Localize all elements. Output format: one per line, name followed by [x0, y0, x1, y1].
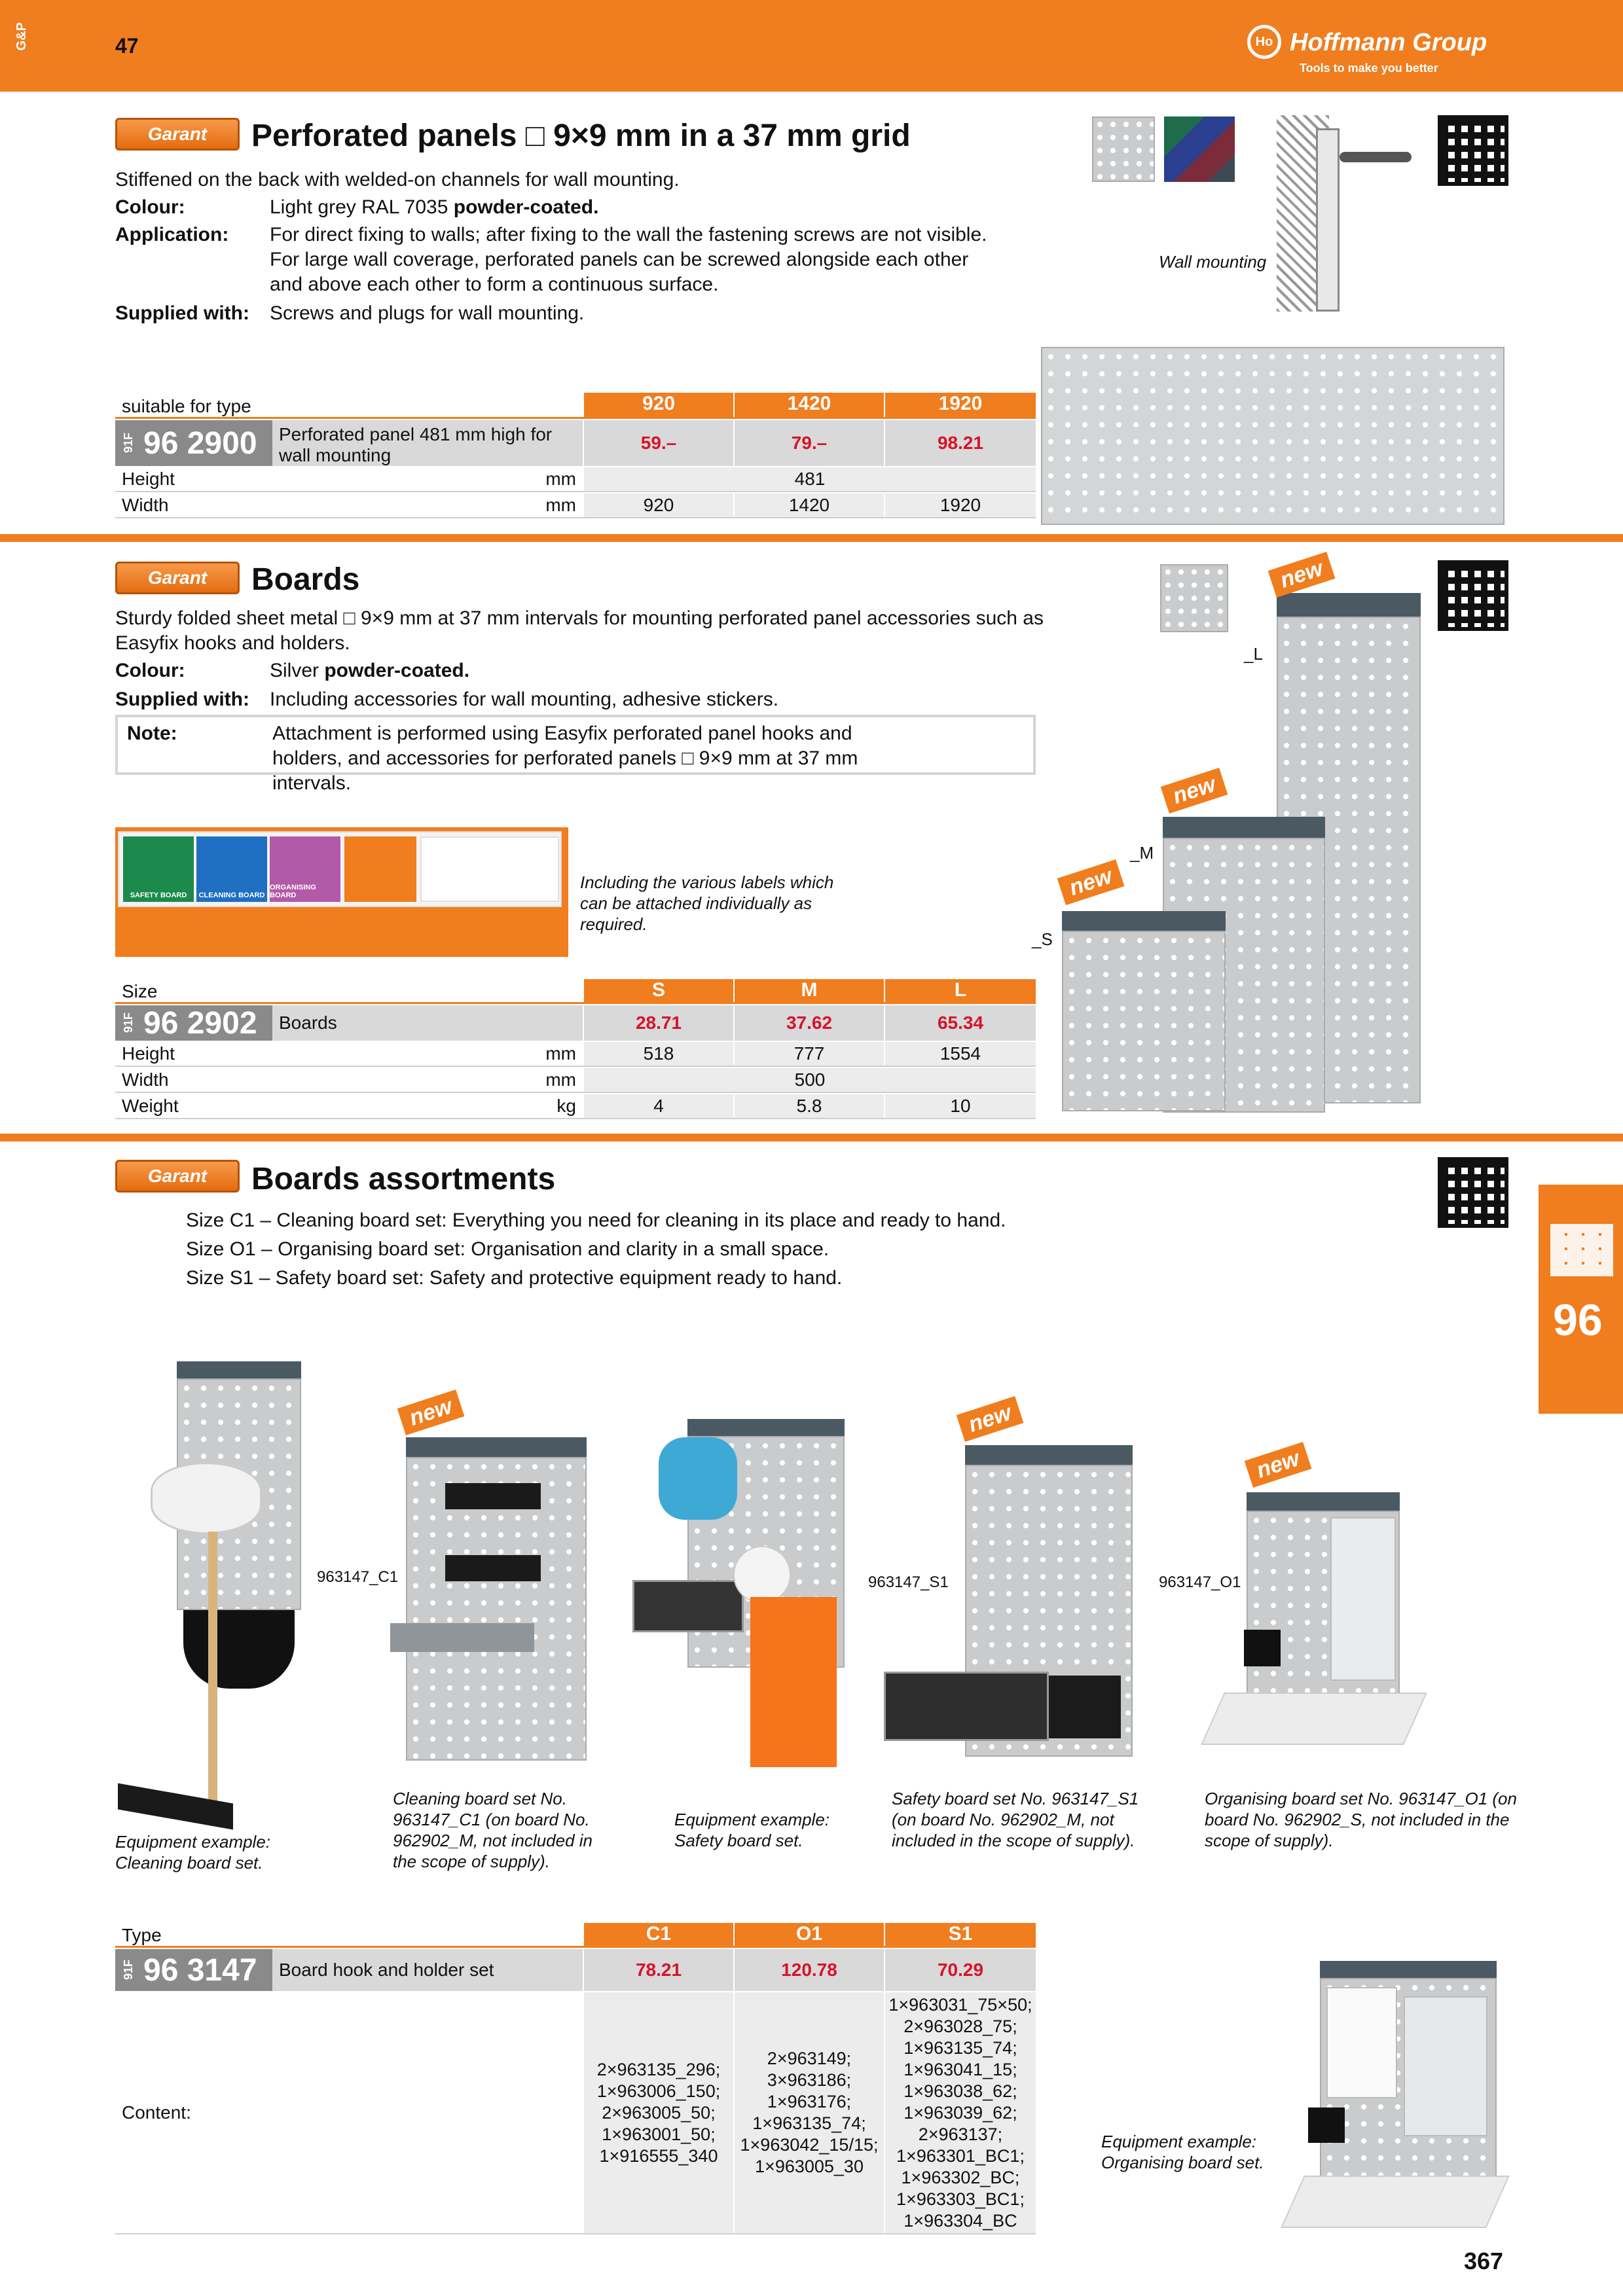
article-prefix: 91F: [122, 1013, 135, 1033]
page-header: [0, 0, 1623, 92]
table1-width-1420: 1420: [735, 493, 884, 517]
section1-colour-bold: powder-coated.: [453, 196, 599, 218]
qr-code-icon: [1438, 1157, 1508, 1228]
content-line: 2×963028_75;: [903, 2016, 1017, 2036]
equip-cleaning-caption: Equipment example: Cleaning board set.: [115, 1832, 271, 1873]
table3-col-c1: C1: [584, 1923, 733, 1946]
storage-bin-image: [1049, 1676, 1121, 1738]
new-badge-m: new: [1161, 768, 1228, 814]
content-line: 1×963001_50;: [602, 2124, 716, 2144]
board-header: [687, 1419, 845, 1436]
content-line: 2×963135_296;: [596, 2059, 721, 2079]
note-label: Note:: [127, 723, 177, 744]
colour-swatches-image: [1164, 117, 1235, 182]
size-code: Size O1 –: [186, 1238, 272, 1260]
content-line: 1×963301_BC1;: [896, 2145, 1025, 2166]
section2-title: Boards: [251, 562, 360, 597]
garant-logo: [115, 1160, 240, 1193]
pen-holder-image: [1244, 1630, 1281, 1666]
hole-pattern-icon: [1160, 564, 1228, 632]
organising-set-caption: Organising board set No. 963147_O1 (on board No. 962902_S, not included in the scope of supply).: [1205, 1789, 1517, 1850]
table2-row-weight-label: Weight: [122, 1096, 179, 1116]
new-badge-s1: new: [957, 1396, 1024, 1442]
section1-colour-label: Colour:: [115, 196, 185, 218]
note-text: Attachment is performed using Easyfix perforated panel hooks and holders, and accessories for perforated panels □ 9×9 mm at 37 mm intervals.: [272, 723, 858, 794]
first-aid-box-image: [659, 1437, 737, 1520]
table2-col-m: M: [735, 979, 884, 1002]
hole-pattern-icon: [1092, 117, 1155, 182]
content-line: 1×963304_BC: [903, 2210, 1017, 2231]
content-o1: [735, 1992, 884, 2233]
content-line: 1×916555_340: [599, 2145, 718, 2166]
drawer-box-image: [632, 1580, 744, 1632]
size-tag-l: _L: [1244, 644, 1263, 664]
article-number-text: 96 3147: [143, 1952, 257, 1988]
screwdriver-image: [1340, 152, 1412, 162]
chapter-side-tab[interactable]: [1539, 1185, 1623, 1414]
section2-supplied-value: Including accessories for wall mounting, adhesive stickers.: [270, 689, 779, 710]
size-item-s1: [186, 1266, 1037, 1291]
article-prefix: 91F: [122, 1960, 135, 1981]
table2-height-m: 777: [735, 1042, 884, 1066]
table1-row-height-unit: mm: [545, 469, 576, 489]
content-line: 1×963031_75×50;: [888, 1994, 1032, 2015]
new-badge-l: new: [1268, 552, 1336, 598]
bucket-image: [183, 1610, 295, 1689]
table2-width-value: 500: [584, 1068, 1036, 1092]
garant-logo-text: Garant: [147, 124, 208, 144]
board-m-header: [1163, 817, 1325, 838]
qr-code-icon: [1438, 560, 1508, 631]
content-line: 1×963041_15;: [903, 2059, 1017, 2079]
section1-intro: Stiffened on the back with welded-on channels for wall mounting.: [115, 169, 680, 190]
broom-handle-image: [208, 1532, 217, 1820]
section1-colour-value: [270, 195, 598, 220]
content-line: 1×963042_15/15;: [740, 2135, 879, 2155]
section1-title: Perforated panels □ 9×9 mm in a 37 mm grid: [251, 118, 911, 153]
note-box: [115, 715, 1036, 794]
content-line: 1×963038_62;: [903, 2081, 1017, 2101]
table2-weight-s: 4: [584, 1094, 733, 1118]
orange-sticker: [344, 836, 416, 902]
cleaning-set-caption: Cleaning board set No. 963147_C1 (on board No. 962902_M, not included in the scope of supply).: [393, 1789, 593, 1871]
article-number-text: 96 2902: [143, 1005, 257, 1041]
board-header: [1320, 1961, 1497, 1978]
price-1920: 98.21: [885, 420, 1036, 466]
brand-name: Hoffmann Group: [1290, 29, 1487, 56]
table1-width-1920: 1920: [885, 493, 1036, 517]
size-item-c1: [186, 1208, 1037, 1233]
table3-col-o1: O1: [735, 1923, 884, 1946]
grid-icon: [1550, 1224, 1613, 1276]
price-1420: 79.–: [735, 420, 884, 466]
section-divider: [0, 1134, 1623, 1141]
desk-shelf-image: [1281, 2176, 1510, 2228]
table2-header-label: Size: [122, 981, 158, 1001]
size-tag-m: _M: [1130, 843, 1154, 863]
section1-supplied-label: Supplied with:: [115, 302, 249, 324]
table2-height-s: 518: [584, 1042, 733, 1066]
tag-o1: 963147_O1: [1159, 1573, 1241, 1591]
table1-description: Perforated panel 481 mm high for wall mounting: [272, 420, 583, 466]
section2-intro: Sturdy folded sheet metal □ 9×9 mm at 37 mm intervals for mounting perforated panel accessories such as Easyfix hooks and holders.: [115, 607, 1044, 654]
board-l-header: [1277, 593, 1421, 617]
header-page-ref: 47: [115, 34, 139, 58]
section2-table: [115, 979, 1036, 1119]
table1-row-height-label: Height: [122, 469, 175, 489]
content-line: 1×963039_62;: [903, 2102, 1017, 2123]
table2-row-width-label: Width: [122, 1069, 169, 1090]
paper-roll-image: [151, 1462, 262, 1534]
content-line: 2×963149;: [767, 2049, 852, 2068]
shelf-image: [390, 1623, 534, 1652]
table3-header-label: Type: [122, 1925, 162, 1945]
board-header: [965, 1445, 1133, 1465]
wall-mounting-caption: Wall mounting: [1159, 252, 1267, 272]
tag-s1: 963147_S1: [868, 1573, 949, 1591]
qr-code-icon: [1438, 115, 1508, 186]
price-s1: 70.29: [885, 1949, 1036, 1991]
table2-height-l: 1554: [885, 1042, 1036, 1066]
safety-set-caption: Safety board set No. 963147_S1 (on board No. 962902_M, not included in the scope of supply).: [892, 1789, 1139, 1850]
size-text: Safety board set: Safety and protective equipment ready to hand.: [275, 1267, 843, 1289]
content-line: 1×963135_74;: [752, 2113, 866, 2133]
blank-sticker: [420, 836, 559, 902]
table2-row-height-label: Height: [122, 1043, 175, 1064]
wall-bracket-image: [1316, 128, 1340, 312]
section1-table: [115, 393, 1036, 518]
price-m: 37.62: [735, 1005, 884, 1041]
content-line: 1×963176;: [767, 2092, 852, 2111]
section1-application-label: Application:: [115, 224, 229, 245]
section1-application-value: For direct fixing to walls; after fixing to the wall the fastening screws are not visible. For large wall coverage, perforated panels can be screwed alongside each other and above each other to form a continuous surface.: [270, 224, 987, 295]
hoffmann-logo-icon: Ho: [1247, 25, 1281, 59]
helmet-image: [733, 1546, 791, 1604]
table3-content-label: Content:: [122, 2102, 191, 2123]
content-line: 1×963303_BC1;: [896, 2189, 1025, 2209]
labels-sheet: [118, 831, 562, 907]
cleaning-board-sticker: CLEANING BOARD: [196, 836, 267, 902]
size-item-o1: [186, 1237, 1037, 1262]
garant-logo-text: Garant: [147, 1166, 208, 1186]
table2-weight-m: 5.8: [735, 1094, 884, 1118]
table1-col-1420: 1420: [735, 393, 884, 417]
header-tag: G&P: [14, 22, 29, 51]
garant-logo: [115, 562, 240, 594]
equip-safety-caption: Equipment example: Safety board set.: [674, 1810, 830, 1850]
table1-row-width-unit: mm: [545, 495, 576, 515]
section2-colour-bold: powder-coated.: [324, 660, 470, 681]
section3-title: Boards assortments: [251, 1162, 556, 1196]
chapter-number: 96: [1553, 1295, 1603, 1345]
size-list: [186, 1208, 1037, 1291]
content-line: 1×963302_BC;: [901, 2167, 1020, 2187]
article-number-962902: [115, 1005, 272, 1041]
board-s-header: [1062, 911, 1226, 931]
size-code: Size S1 –: [186, 1267, 270, 1289]
document-sheet-image: [1326, 1987, 1397, 2098]
content-line: 2×963137;: [918, 2124, 1003, 2144]
size-text: Cleaning board set: Everything you need for cleaning in its place and ready to hand.: [276, 1210, 1006, 1231]
table1-row-width-label: Width: [122, 495, 169, 515]
perforated-panel-image: [1041, 347, 1504, 525]
pen-holder-image: [1308, 2108, 1345, 2143]
price-c1: 78.21: [584, 1949, 733, 1991]
article-number-text: 96 2900: [143, 425, 257, 461]
size-tag-s: _S: [1032, 929, 1053, 949]
tag-c1: 963147_C1: [317, 1568, 399, 1586]
table1-width-920: 920: [584, 493, 733, 517]
table1-header-label: suitable for type: [122, 396, 251, 416]
board-header: [1247, 1492, 1400, 1511]
section2-colour-text: Silver: [270, 660, 325, 681]
content-line: 3×963186;: [767, 2070, 852, 2090]
new-badge-c1: new: [397, 1390, 465, 1435]
document-holder-image: [1404, 1996, 1487, 2136]
drawer-box-image: [884, 1672, 1049, 1741]
safety-vest-image: [750, 1597, 837, 1767]
garant-logo: [115, 118, 240, 151]
holder-image: [445, 1555, 541, 1581]
new-badge-s: new: [1057, 859, 1125, 905]
table2-row-height-unit: mm: [545, 1043, 576, 1064]
price-l: 65.34: [885, 1005, 1036, 1041]
board-header: [406, 1437, 587, 1457]
organising-board-sticker: ORGANISING BOARD: [270, 836, 340, 902]
equip-organising-caption: Equipment example: Organising board set.: [1101, 2132, 1264, 2172]
labels-caption: Including the various labels which can be attached individually as required.: [580, 872, 834, 934]
board-header: [177, 1361, 301, 1378]
section2-supplied-label: Supplied with:: [115, 689, 249, 710]
size-code: Size C1 –: [186, 1210, 272, 1231]
table3-description: Board hook and holder set: [272, 1949, 583, 1991]
table2-col-l: L: [885, 979, 1036, 1002]
table1-height-value: 481: [584, 467, 1036, 491]
table2-row-weight-unit: kg: [556, 1096, 576, 1116]
article-number-962900: [115, 420, 272, 466]
content-line: 1×963006_150;: [596, 2081, 721, 2101]
page-number: 367: [1464, 2248, 1504, 2274]
article-prefix: 91F: [122, 433, 135, 454]
table2-col-s: S: [584, 979, 733, 1002]
new-badge-o1: new: [1245, 1442, 1312, 1488]
section1-colour-text: Light grey RAL 7035: [270, 196, 454, 218]
desk-shelf-image: [1201, 1693, 1427, 1745]
section3-table: [115, 1923, 1036, 2234]
board-s-panel: [1062, 931, 1226, 1111]
price-o1: 120.78: [735, 1949, 884, 1991]
article-number-963147: [115, 1949, 272, 1991]
board-s-image: [1062, 911, 1226, 1111]
content-c1: [584, 1992, 733, 2233]
table1-col-920: 920: [584, 393, 733, 417]
content-line: 2×963005_50;: [602, 2102, 716, 2123]
content-line: 1×963135_74;: [903, 2037, 1017, 2058]
brand-tagline: Tools to make you better: [1300, 62, 1438, 75]
document-holder-image: [1330, 1517, 1396, 1681]
table1-col-1920: 1920: [885, 393, 1036, 417]
price-920: 59.–: [584, 420, 733, 466]
table2-row-width-unit: mm: [545, 1069, 576, 1090]
content-line: 1×963005_30: [755, 2157, 864, 2176]
section2-colour-value: [270, 658, 469, 683]
table2-weight-l: 10: [885, 1094, 1036, 1118]
section1-supplied-value: Screws and plugs for wall mounting.: [270, 302, 585, 324]
labels-image: [115, 827, 568, 957]
size-text: Organising board set: Organisation and clarity in a small space.: [278, 1238, 830, 1260]
garant-logo-text: Garant: [147, 567, 208, 588]
table2-description: Boards: [272, 1005, 583, 1041]
holder-image: [445, 1483, 541, 1509]
table3-col-s1: S1: [885, 1923, 1036, 1946]
content-s1: [885, 1992, 1036, 2233]
section2-colour-label: Colour:: [115, 660, 185, 681]
safety-board-sticker: SAFETY BOARD: [123, 836, 194, 902]
section-divider: [0, 534, 1623, 542]
price-s: 28.71: [584, 1005, 733, 1041]
